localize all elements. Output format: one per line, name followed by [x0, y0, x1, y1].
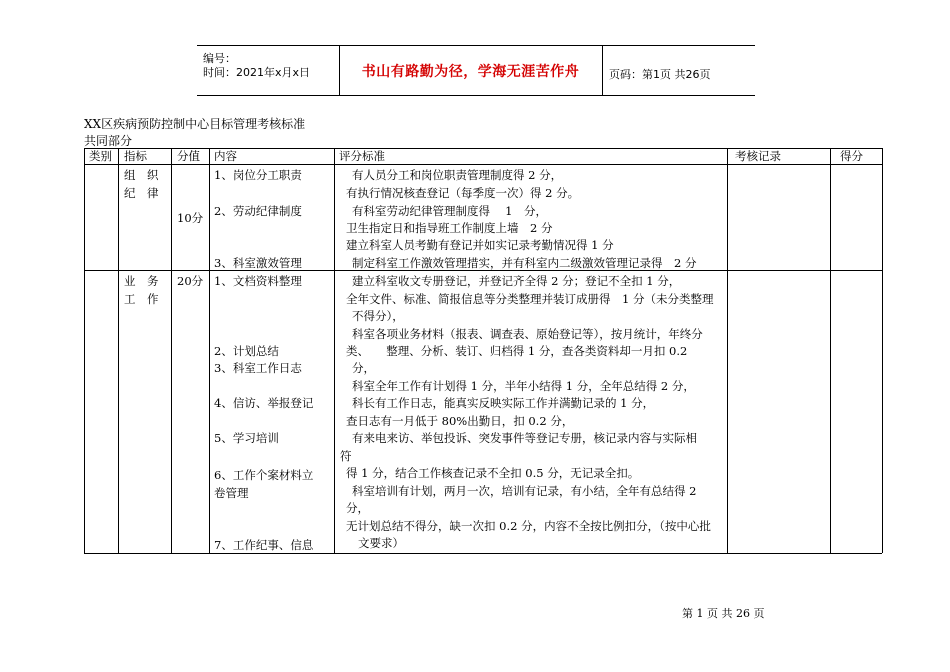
row2-criteria-line: 文要求） [358, 536, 404, 550]
table-rule [334, 148, 335, 553]
document-title: XX区疾病预防控制中心目标管理考核标准 [84, 117, 306, 131]
row2-criteria-line: 有来电来访、举包投诉、突发事件等登记专册，核记录内容与实际相 [352, 431, 697, 445]
row2-criteria-line: 分， [352, 361, 375, 375]
row2-criteria-line: 分， [346, 501, 369, 515]
row1-criteria-line: 有人员分工和岗位职责管理制度得 2 分， [352, 168, 563, 182]
row1-criteria-line: 有科室劳动纪律管理制度得 1 分， [352, 204, 547, 218]
row2-criteria-line: 科室培训有计划，两月一次，培训有记录，有小结，全年有总结得 2 [352, 484, 697, 498]
row2-criteria-line: 无计划总结不得分，缺一次扣 0.2 分，内容不全按比例扣分，（按中心批 [346, 519, 711, 533]
table-rule [727, 148, 728, 553]
row2-criteria-line: 科室全年工作有计划得 1 分，半年小结得 1 分，全年总结得 2 分， [352, 379, 695, 393]
row2-content-item: 7、工作纪事、信息 [214, 538, 314, 552]
row2-criteria-line: 科长有工作日志，能真实反映实际工作并满勤记录的 1 分， [352, 396, 655, 410]
table-rule [882, 148, 883, 553]
row2-criteria-line: 建立科室收文专册登记，并登记齐全得 2 分；登记不全扣 1 分， [352, 274, 681, 288]
row1-criteria-line: 有执行情况核查登记（每季度一次）得 2 分。 [346, 186, 580, 200]
code-label: 编号： [203, 52, 236, 65]
row2-content-item: 4、信访、举报登记 [214, 396, 314, 410]
table-rule [209, 148, 210, 553]
row1-content-item: 3、科室激效管理 [214, 256, 302, 270]
row2-criteria-line: 科室各项业务材料（报表、调查表、原始登记等），按月统计，年终分 [352, 327, 703, 341]
column-header-score: 分值 [177, 149, 200, 163]
table-rule [118, 148, 119, 553]
section-title: 共同部分 [84, 134, 133, 148]
row2-indicator: 工 作 [124, 292, 159, 306]
row2-content-item: 5、学习培训 [214, 431, 279, 445]
page-label: 页码：第1页 共26页 [609, 68, 711, 81]
header-divider [602, 46, 603, 95]
table-rule [830, 148, 831, 553]
table-rule [84, 270, 882, 271]
row1-indicator: 组 织 [124, 168, 159, 182]
column-header-category: 类别 [89, 149, 112, 163]
page-footer: 第 1 页 共 26 页 [682, 607, 765, 620]
row2-criteria-line: 查日志有一月低于 80%出勤日，扣 0.2 分， [346, 414, 574, 428]
row2-content-item: 6、工作个案材料立 [214, 468, 314, 482]
row2-content-item: 3、科室工作日志 [214, 361, 302, 375]
table-rule [84, 553, 882, 554]
row1-content-item: 1、岗位分工职责 [214, 168, 302, 182]
column-header-record: 考核记录 [735, 149, 781, 163]
row1-content-item: 2、劳动纪律制度 [214, 204, 302, 218]
row2-indicator: 业 务 [124, 274, 159, 288]
row2-content-item: 2、计划总结 [214, 344, 279, 358]
row1-criteria-line: 卫生指定日和指导班工作制度上墙 2 分 [346, 221, 553, 235]
column-header-content: 内容 [214, 149, 237, 163]
header-bottom-rule [197, 95, 755, 96]
table-rule [84, 148, 85, 553]
row2-content-item: 1、文档资料整理 [214, 274, 302, 288]
table-rule [171, 148, 172, 553]
column-header-points: 得分 [840, 149, 863, 163]
table-rule [84, 164, 882, 165]
row2-criteria-line: 不得分）， [352, 309, 404, 323]
row2-criteria-line: 得 1 分，结合工作核查记录不全扣 0.5 分，无记录全扣。 [346, 466, 640, 480]
row2-criteria-line: 符 [340, 449, 352, 463]
header-top-rule [197, 45, 755, 46]
row2-content-item: 卷管理 [214, 486, 249, 500]
row2-score: 20分 [177, 274, 204, 288]
row2-criteria-line: 全年文件、标准、简报信息等分类整理并装订成册得 1 分（未分类整理 [346, 292, 714, 306]
row1-criteria-line: 制定科室工作激效管理措实，并有科室内二级激效管理记录得 2 分 [352, 256, 697, 270]
motto: 书山有路勤为径，学海无涯苦作舟 [361, 64, 580, 80]
row1-score: 10分 [177, 211, 204, 225]
column-header-criteria: 评分标准 [339, 149, 385, 163]
row1-criteria-line: 建立科室人员考勤有登记并如实记录考勤情况得 1 分 [346, 238, 614, 252]
column-header-indicator: 指标 [124, 149, 147, 163]
row1-indicator: 纪 律 [124, 186, 159, 200]
row2-criteria-line: 类、 整理、分析、装订、归档得 1 分，查各类资料却一月扣 0.2 [346, 344, 688, 358]
time-label: 时间：2021年x月x日 [203, 66, 311, 79]
